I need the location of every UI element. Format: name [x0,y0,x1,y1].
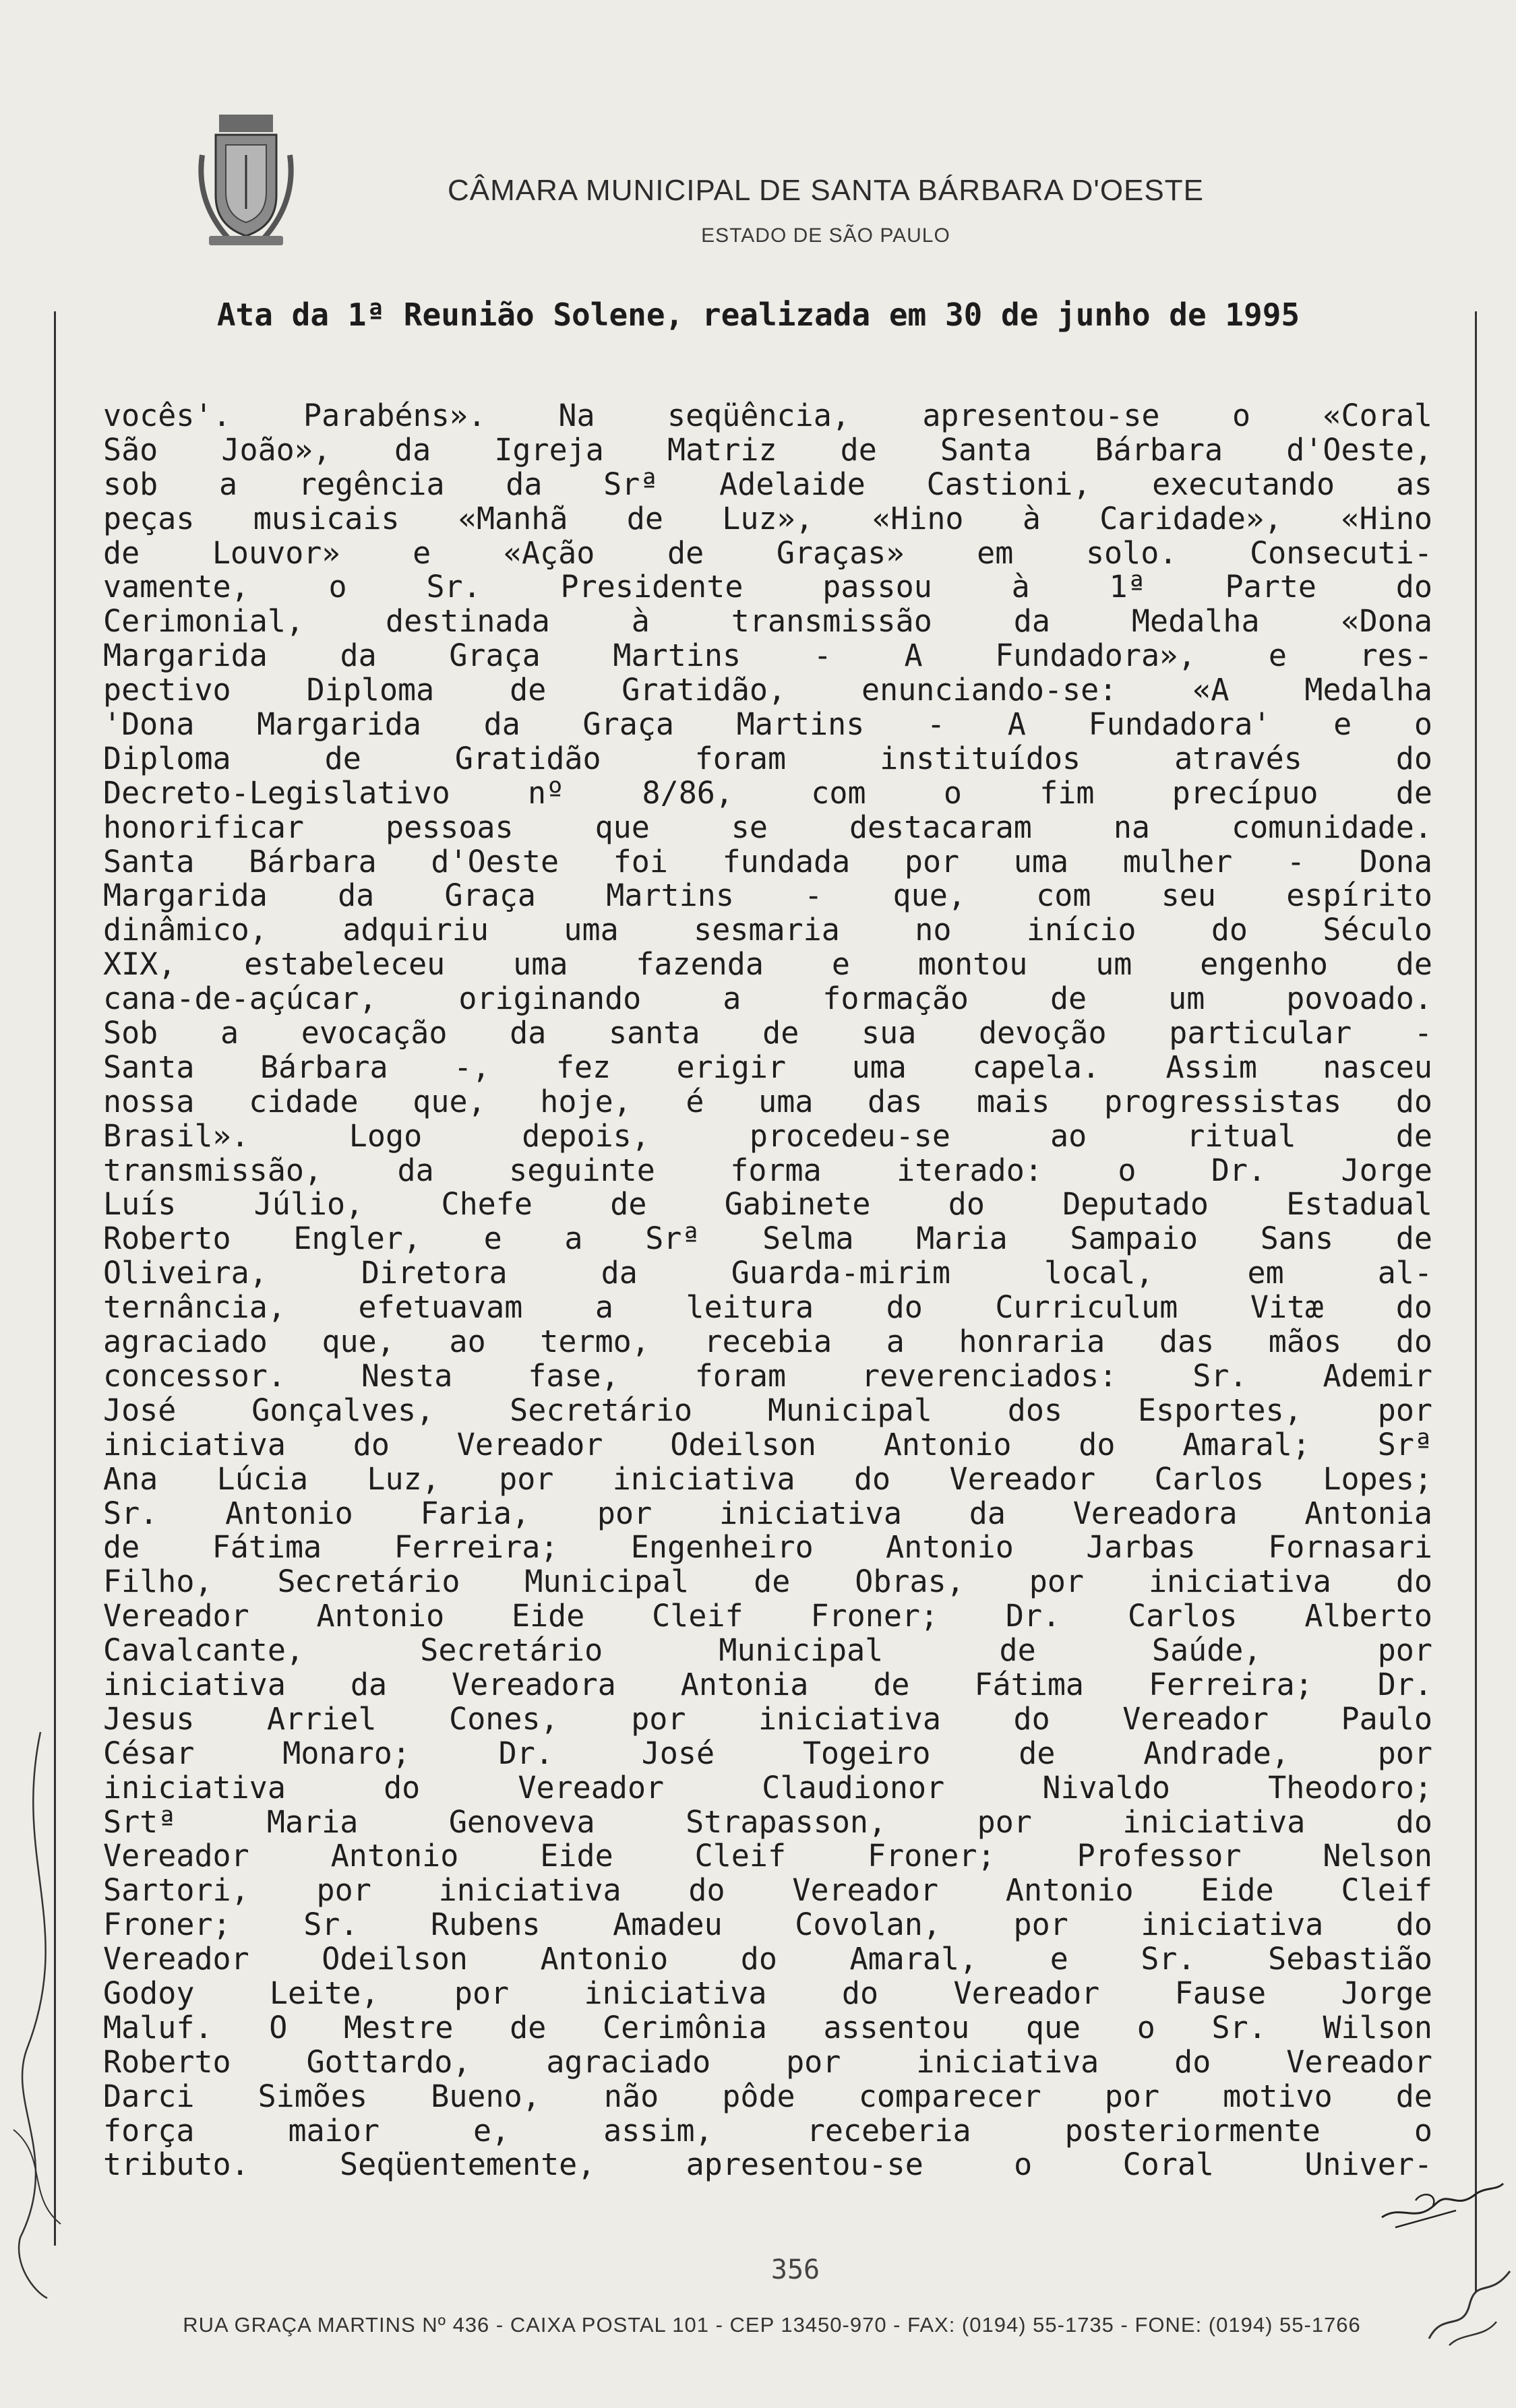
body-line: de Louvor» e «Ação de Graças» em solo. Consecuti- [103,536,1432,571]
body-line: Sob a evocação da santa de sua devoção particular - [103,1016,1432,1051]
body-line: XIX, estabeleceu uma fazenda e montou um engenho de [103,948,1432,983]
body-line: 'Dona Margarida da Graça Martins - A Fundadora' e o [103,708,1432,742]
body-line: Vereador Antonio Eide Cleif Froner; Dr. Carlos Alberto [103,1599,1432,1634]
margin-signature-left [0,1725,81,2305]
body-line: Roberto Gottardo, agraciado por iniciativa do Vereador [103,2045,1432,2080]
minutes-body [103,399,1432,2182]
body-line: Darci Simões Bueno, não pôde comparecer por motivo de [103,2079,1432,2114]
right-margin-line [1475,311,1477,2293]
page-number: 356 [770,2254,820,2285]
body-line: Sr. Antonio Faria, por iniciativa da Vereadora Antonia [103,1496,1432,1531]
body-line: São João», da Igreja Matriz de Santa Bárbara d'Oeste, [103,433,1432,468]
body-line: Jesus Arriel Cones, por iniciativa do Vereador Paulo [103,1702,1432,1737]
body-line: Santa Bárbara d'Oeste foi fundada por uma mulher - Dona [103,844,1432,879]
body-line: pectivo Diploma de Gratidão, enunciando-se: «A Medalha [103,673,1432,708]
body-line: agraciado que, ao termo, recebia a honraria das mãos do [103,1325,1432,1359]
municipal-coat-of-arms [189,115,303,249]
body-line: Vereador Odeilson Antonio do Amaral, e Sr. Sebastião [103,1942,1432,1977]
body-line: de Fátima Ferreira; Engenheiro Antonio Jarbas Fornasari [103,1531,1432,1566]
body-line: vamente, o Sr. Presidente passou à 1ª Parte do [103,570,1432,605]
body-line: iniciativa do Vereador Claudionor Nivaldo Theodoro; [103,1770,1432,1805]
body-line: José Gonçalves, Secretário Municipal dos Esportes, por [103,1393,1432,1428]
body-line: Roberto Engler, e a Srª Selma Maria Sampaio Sans de [103,1222,1432,1257]
body-line: Margarida da Graça Martins - que, com seu espírito [103,879,1432,914]
body-line: Santa Bárbara -, fez erigir uma capela. Assim nasceu [103,1050,1432,1085]
initials-signature [1375,2163,1510,2237]
body-line: Ana Lúcia Luz, por iniciativa do Vereador Carlos Lopes; [103,1462,1432,1497]
body-line: iniciativa do Vereador Odeilson Antonio do Amaral; Srª [103,1427,1432,1462]
body-line: força maior e, assim, receberia posteriormente o [103,2113,1432,2149]
body-line: transmissão, da seguinte forma iterado: o Dr. Jorge [103,1153,1432,1188]
body-line: Cerimonial, destinada à transmissão da Medalha «Dona [103,605,1432,640]
body-line: Filho, Secretário Municipal de Obras, por iniciativa do [103,1565,1432,1600]
body-line: honorificar pessoas que se destacaram na comunidade. [103,810,1432,845]
body-line: Margarida da Graça Martins - A Fundadora», e res- [103,639,1432,674]
body-line: Maluf. O Mestre de Cerimônia assentou que o Sr. Wilson [103,2010,1432,2045]
body-line: Godoy Leite, por iniciativa do Vereador Fause Jorge [103,1976,1432,2011]
body-line: nossa cidade que, hoje, é uma das mais progressistas do [103,1084,1432,1119]
state-name: ESTADO DE SÃO PAULO [701,224,950,247]
body-line: Vereador Antonio Eide Cleif Froner; Professor Nelson [103,1839,1432,1874]
body-line: peças musicais «Manhã de Luz», «Hino à Caridade», «Hino [103,501,1432,536]
body-line: ternância, efetuavam a leitura do Curriculum Vitæ do [103,1291,1432,1326]
corner-signature [1422,2258,1516,2352]
body-line: César Monaro; Dr. José Togeiro de Andrade, por [103,1736,1432,1771]
body-line: sob a regência da Srª Adelaide Castioni, executando as [103,467,1432,502]
body-line: Diploma de Gratidão foram instituídos através do [103,741,1432,776]
body-line: vocês'. Parabéns». Na seqüência, apresentou-se o «Coral [103,399,1432,433]
body-line: Oliveira, Diretora da Guarda-mirim local, em al- [103,1256,1432,1291]
body-line: Froner; Sr. Rubens Amadeu Covolan, por iniciativa do [103,1908,1432,1943]
body-line: Brasil». Logo depois, procedeu-se ao ritual de [103,1119,1432,1154]
body-line: tributo. Seqüentemente, apresentou-se o Coral Univer- [103,2148,1432,2183]
body-line: cana-de-açúcar, originando a formação de um povoado. [103,982,1432,1017]
body-line: Cavalcante, Secretário Municipal de Saúde, por [103,1634,1432,1668]
body-line: Srtª Maria Genoveva Strapasson, por iniciativa do [103,1805,1432,1840]
body-line: iniciativa da Vereadora Antonia de Fátima Ferreira; Dr. [103,1667,1432,1702]
body-line: concessor. Nesta fase, foram reverenciados: Sr. Ademir [103,1359,1432,1394]
body-line: Sartori, por iniciativa do Vereador Antonio Eide Cleif [103,1874,1432,1909]
institution-name: CÂMARA MUNICIPAL DE SANTA BÁRBARA D'OESTE [448,174,1204,207]
body-line: Luís Júlio, Chefe de Gabinete do Deputado Estadual [103,1187,1432,1223]
minutes-title: Ata da 1ª Reunião Solene, realizada em 30 de junho de 1995 [216,297,1300,333]
letterhead-footer: RUA GRAÇA MARTINS Nº 436 - CAIXA POSTAL 101 - CEP 13450-970 - FAX: (0194) 55-1735 - FONE: (0194) 55-1766 [183,2313,1361,2337]
body-line: Decreto-Legislativo nº 8/86, com o fim precípuo de [103,776,1432,811]
body-line: dinâmico, adquiriu uma sesmaria no início do Século [103,913,1432,948]
